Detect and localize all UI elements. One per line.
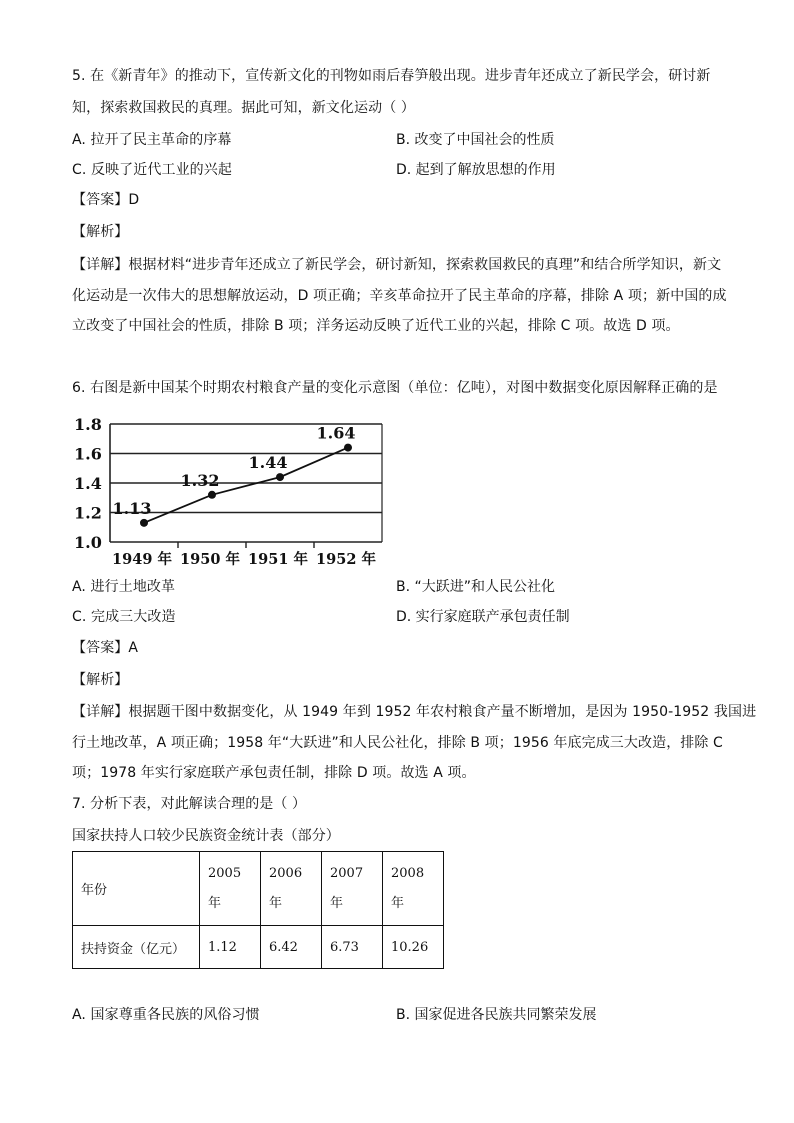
- table-year-cell: [261, 852, 322, 926]
- series-line: [144, 448, 348, 523]
- q5-answer: 【答案】D: [72, 192, 140, 208]
- year-number: 2008: [391, 865, 425, 881]
- q5-option-c: C. 反映了近代工业的兴起: [72, 162, 232, 178]
- q6-detail-line3: 项；1978 年实行家庭联产承包责任制，排除 D 项。故选 A 项。: [72, 765, 476, 781]
- q5-option-b: B. 改变了中国社会的性质: [396, 132, 555, 148]
- year-unit: 年: [391, 895, 405, 911]
- table-value-cell: 1.12: [200, 926, 261, 969]
- q7-table-title: 国家扶持人口较少民族资金统计表（部分）: [72, 828, 340, 844]
- data-point: [208, 491, 216, 499]
- data-point: [140, 519, 148, 527]
- q6-detail-line2: 行土地改革，A 项正确；1958 年“大跃进”和人民公社化，排除 B 项；1956 年底完成三大改造，排除 C: [72, 735, 723, 751]
- q5-detail-line3: 立改变了中国社会的性质，排除 B 项；洋务运动反映了近代工业的兴起，排除 C 项。故选 D 项。: [72, 318, 680, 334]
- chart-series-line: [144, 448, 348, 523]
- q5-stem-line2: 知，探索救国救民的真理。据此可知，新文化运动（ ）: [72, 100, 415, 116]
- table-value-cell: 6.73: [322, 926, 383, 969]
- x-tick-label: 1952 年: [316, 551, 376, 568]
- chart-data-labels: [113, 424, 356, 518]
- q6-analysis-label: 【解析】: [72, 672, 129, 688]
- y-tick-label: 1.0: [74, 533, 102, 552]
- table-value-cell: 10.26: [383, 926, 444, 969]
- data-label: 1.44: [248, 453, 288, 473]
- q5-analysis-label: 【解析】: [72, 224, 129, 240]
- q5-detail-line2: 化运动是一次伟大的思想解放运动，D 项正确；辛亥革命拉开了民主革命的序幕，排除 A 项；新中国的成: [72, 288, 727, 304]
- y-tick-label: 1.4: [74, 474, 102, 493]
- data-label: 1.64: [316, 423, 356, 443]
- x-tick-label: 1951 年: [248, 551, 308, 568]
- q6-stem: 6. 右图是新中国某个时期农村粮食产量的变化示意图（单位：亿吨），对图中数据变化原因解释正确的是: [72, 380, 718, 396]
- q5-option-a: A. 拉开了民主革命的序幕: [72, 132, 232, 148]
- table-year-cell: [322, 852, 383, 926]
- table-year-cell: [383, 852, 444, 926]
- x-tick-label: 1949 年: [112, 551, 172, 568]
- chart-y-tick-labels: [74, 415, 102, 552]
- q7-stem: 7. 分析下表，对此解读合理的是（ ）: [72, 796, 307, 812]
- q5-stem-line1: 5. 在《新青年》的推动下，宣传新文化的刊物如雨后春笋般出现。进步青年还成立了新民学会，研讨新: [72, 68, 711, 84]
- data-label: 1.13: [112, 498, 152, 518]
- y-tick-label: 1.8: [74, 415, 102, 434]
- q7-option-a: A. 国家尊重各民族的风俗习惯: [72, 1007, 260, 1023]
- q5-option-d: D. 起到了解放思想的作用: [396, 162, 556, 178]
- table-header-cell: 年份: [73, 852, 200, 926]
- table-row-label: 扶持资金（亿元）: [73, 926, 200, 969]
- year-unit: 年: [269, 895, 283, 911]
- q6-answer: 【答案】A: [72, 640, 139, 656]
- table-row: [73, 852, 444, 926]
- table-value-cell: 6.42: [261, 926, 322, 969]
- q6-option-a: A. 进行土地改革: [72, 579, 176, 595]
- q6-option-c: C. 完成三大改造: [72, 609, 176, 625]
- q6-option-b: B. “大跃进”和人民公社化: [396, 579, 556, 595]
- fund-statistics-table: [72, 851, 444, 969]
- y-tick-label: 1.2: [74, 503, 102, 523]
- q7-option-b: B. 国家促进各民族共同繁荣发展: [396, 1007, 597, 1023]
- chart-x-tick-labels: [112, 550, 376, 568]
- year-unit: 年: [330, 895, 344, 911]
- data-point: [276, 473, 284, 481]
- year-unit: 年: [208, 895, 222, 911]
- year-number: 2006: [269, 865, 303, 881]
- q5-detail-line1: 【详解】根据材料“进步青年还成立了新民学会，研讨新知，探索救国救民的真理”和结合所学知识，新文: [72, 257, 722, 273]
- q6-detail-line1: 【详解】根据题干图中数据变化，从 1949 年到 1952 年农村粮食产量不断增加，是因为 1950-1952 我国进: [72, 704, 757, 720]
- table-row: [73, 926, 444, 969]
- table-year-cell: [200, 852, 261, 926]
- data-point: [344, 444, 352, 452]
- year-number: 2005: [208, 865, 242, 881]
- data-label: 1.32: [180, 470, 220, 490]
- y-tick-label: 1.6: [74, 444, 102, 464]
- grain-output-line-chart: [70, 410, 390, 570]
- q6-option-d: D. 实行家庭联产承包责任制: [396, 609, 570, 625]
- x-tick-label: 1950 年: [180, 551, 240, 568]
- year-number: 2007: [330, 865, 364, 881]
